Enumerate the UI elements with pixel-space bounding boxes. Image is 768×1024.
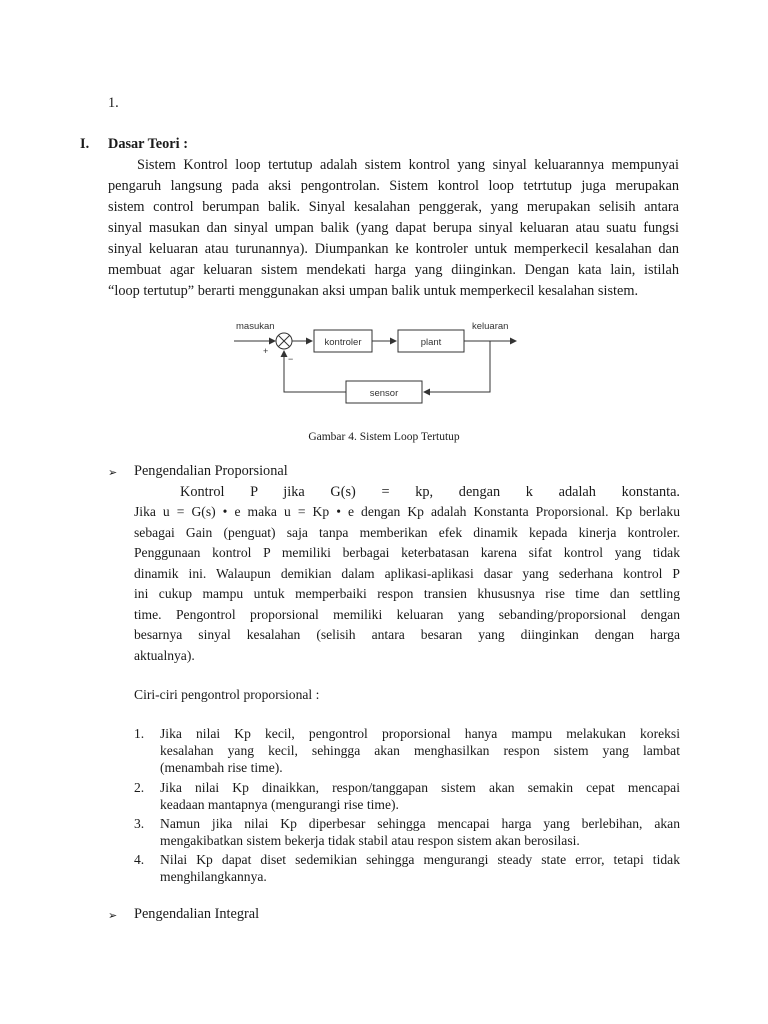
closed-loop-diagram — [228, 312, 528, 412]
proportional-line: besarnya sinyal kesalahan (selisih antara besaran yang diinginkan dengan harga — [134, 627, 680, 642]
proportional-line: sebagai Gain (penguat) saja tanpa memberikan efek dinamik kepada kinerja kontroler. — [134, 524, 680, 540]
list-item-line: Jika nilai Kp kecil, pengontrol proporsional hanya mampu melakukan koreksi — [160, 726, 680, 741]
intro-line: Sistem Kontrol loop tertutup adalah sistem kontrol yang sinyal keluarannya mempunyai — [137, 157, 679, 173]
proportional-line: Jika u = G(s) • e maka u = Kp • e dengan Kp adalah Konstanta Proporsional. Kp berlaku — [134, 504, 680, 519]
list-item-line: Nilai Kp dapat diset sedemikian sehingga mengurangi steady state error, tetapi tidak — [160, 852, 680, 867]
proportional-line: dinamik ini. Walaupun demikian dalam aplikasi-aplikasi dasar yang sederhana kontrol P — [134, 565, 680, 581]
section-title: Dasar Teori : — [108, 136, 188, 152]
bullet-arrow-icon: ➢ — [108, 467, 118, 479]
sensor-block-label: sensor — [369, 388, 399, 399]
intro-line: “loop tertutup” berarti menggunakan aksi umpan balik untuk memperkecil kesalahan sistem. — [108, 283, 639, 299]
plus-sign: + — [263, 346, 269, 356]
proportional-heading: Pengendalian Proporsional — [134, 463, 288, 479]
list-item-number: 4. — [134, 852, 145, 867]
feedback-line-to-junction — [284, 351, 346, 392]
summing-junction — [276, 333, 292, 349]
intro-line: sinyal keluaran atau turunannya). Diumpankan ke kontroler untuk memperkecil kesalahan dan — [108, 241, 679, 257]
intro-line: membuat agar keluaran sistem mendekati harga yang diinginkan. Dengan kata lain, istilah — [108, 262, 679, 278]
page-number-label: 1. — [108, 95, 119, 111]
list-item-line: kesalahan yang kecil, sehingga akan menghasilkan respon sistem yang lambat — [160, 743, 680, 758]
bullet-arrow-icon: ➢ — [108, 910, 118, 922]
input-label: masukan — [236, 321, 275, 332]
intro-line: sistem control berumpan balik. Sinyal kesalahan penggerak, yang merupakan selisih antara — [108, 199, 679, 215]
plant-block-label: plant — [420, 337, 442, 348]
intro-line: pengaruh langsung pada aksi pengontrolan. Sistem kontrol loop tetrtutup juga merupakan — [108, 178, 679, 194]
proportional-line: time. Pengontrol proporsional memiliki keluaran yang sebanding/proporsional dengan — [134, 606, 680, 622]
list-item-number: 3. — [134, 816, 145, 831]
output-label: keluaran — [472, 321, 509, 332]
figure-caption: Gambar 4. Sistem Loop Tertutup — [308, 431, 460, 443]
list-item-line: Jika nilai Kp dinaikkan, respon/tanggapan sistem akan semakin cepat mencapai — [160, 780, 680, 795]
minus-sign: − — [288, 354, 294, 364]
list-item-number: 2. — [134, 780, 145, 795]
list-item-line: mengakibatkan sistem bekerja tidak stabil atau respon sistem akan berosilasi. — [160, 833, 580, 848]
section-roman-numeral: I. — [80, 136, 90, 152]
proportional-first-line: Kontrol P jika G(s) = kp, dengan k adalah konstanta. — [180, 484, 680, 500]
characteristics-title: Ciri-ciri pengontrol proporsional : — [134, 687, 320, 702]
list-item-line: Namun jika nilai Kp diperbesar sehingga mencapai harga yang berlebihan, akan — [160, 816, 680, 831]
list-item-line: menghilangkannya. — [160, 869, 267, 884]
proportional-line: ini cukup mampu untuk memperbaiki respon transien khususnya rise time dan settling — [134, 586, 680, 601]
integral-heading: Pengendalian Integral — [134, 906, 260, 922]
controller-block-label: kontroler — [324, 337, 362, 348]
list-item-line: (menambah rise time). — [160, 760, 283, 775]
list-item-number: 1. — [134, 726, 145, 741]
list-item-line: keadaan mantapnya (mengurangi rise time). — [160, 797, 399, 812]
proportional-line: aktualnya). — [134, 647, 195, 663]
intro-line: sinyal masukan dan sinyal umpan balik (yang dapat berupa sinyal keluaran atau suatu fungsi — [108, 220, 679, 236]
proportional-line: Penggunaan kontrol P memiliki berbagai keterbatasan karena sifat kontrol yang tidak — [134, 545, 680, 560]
